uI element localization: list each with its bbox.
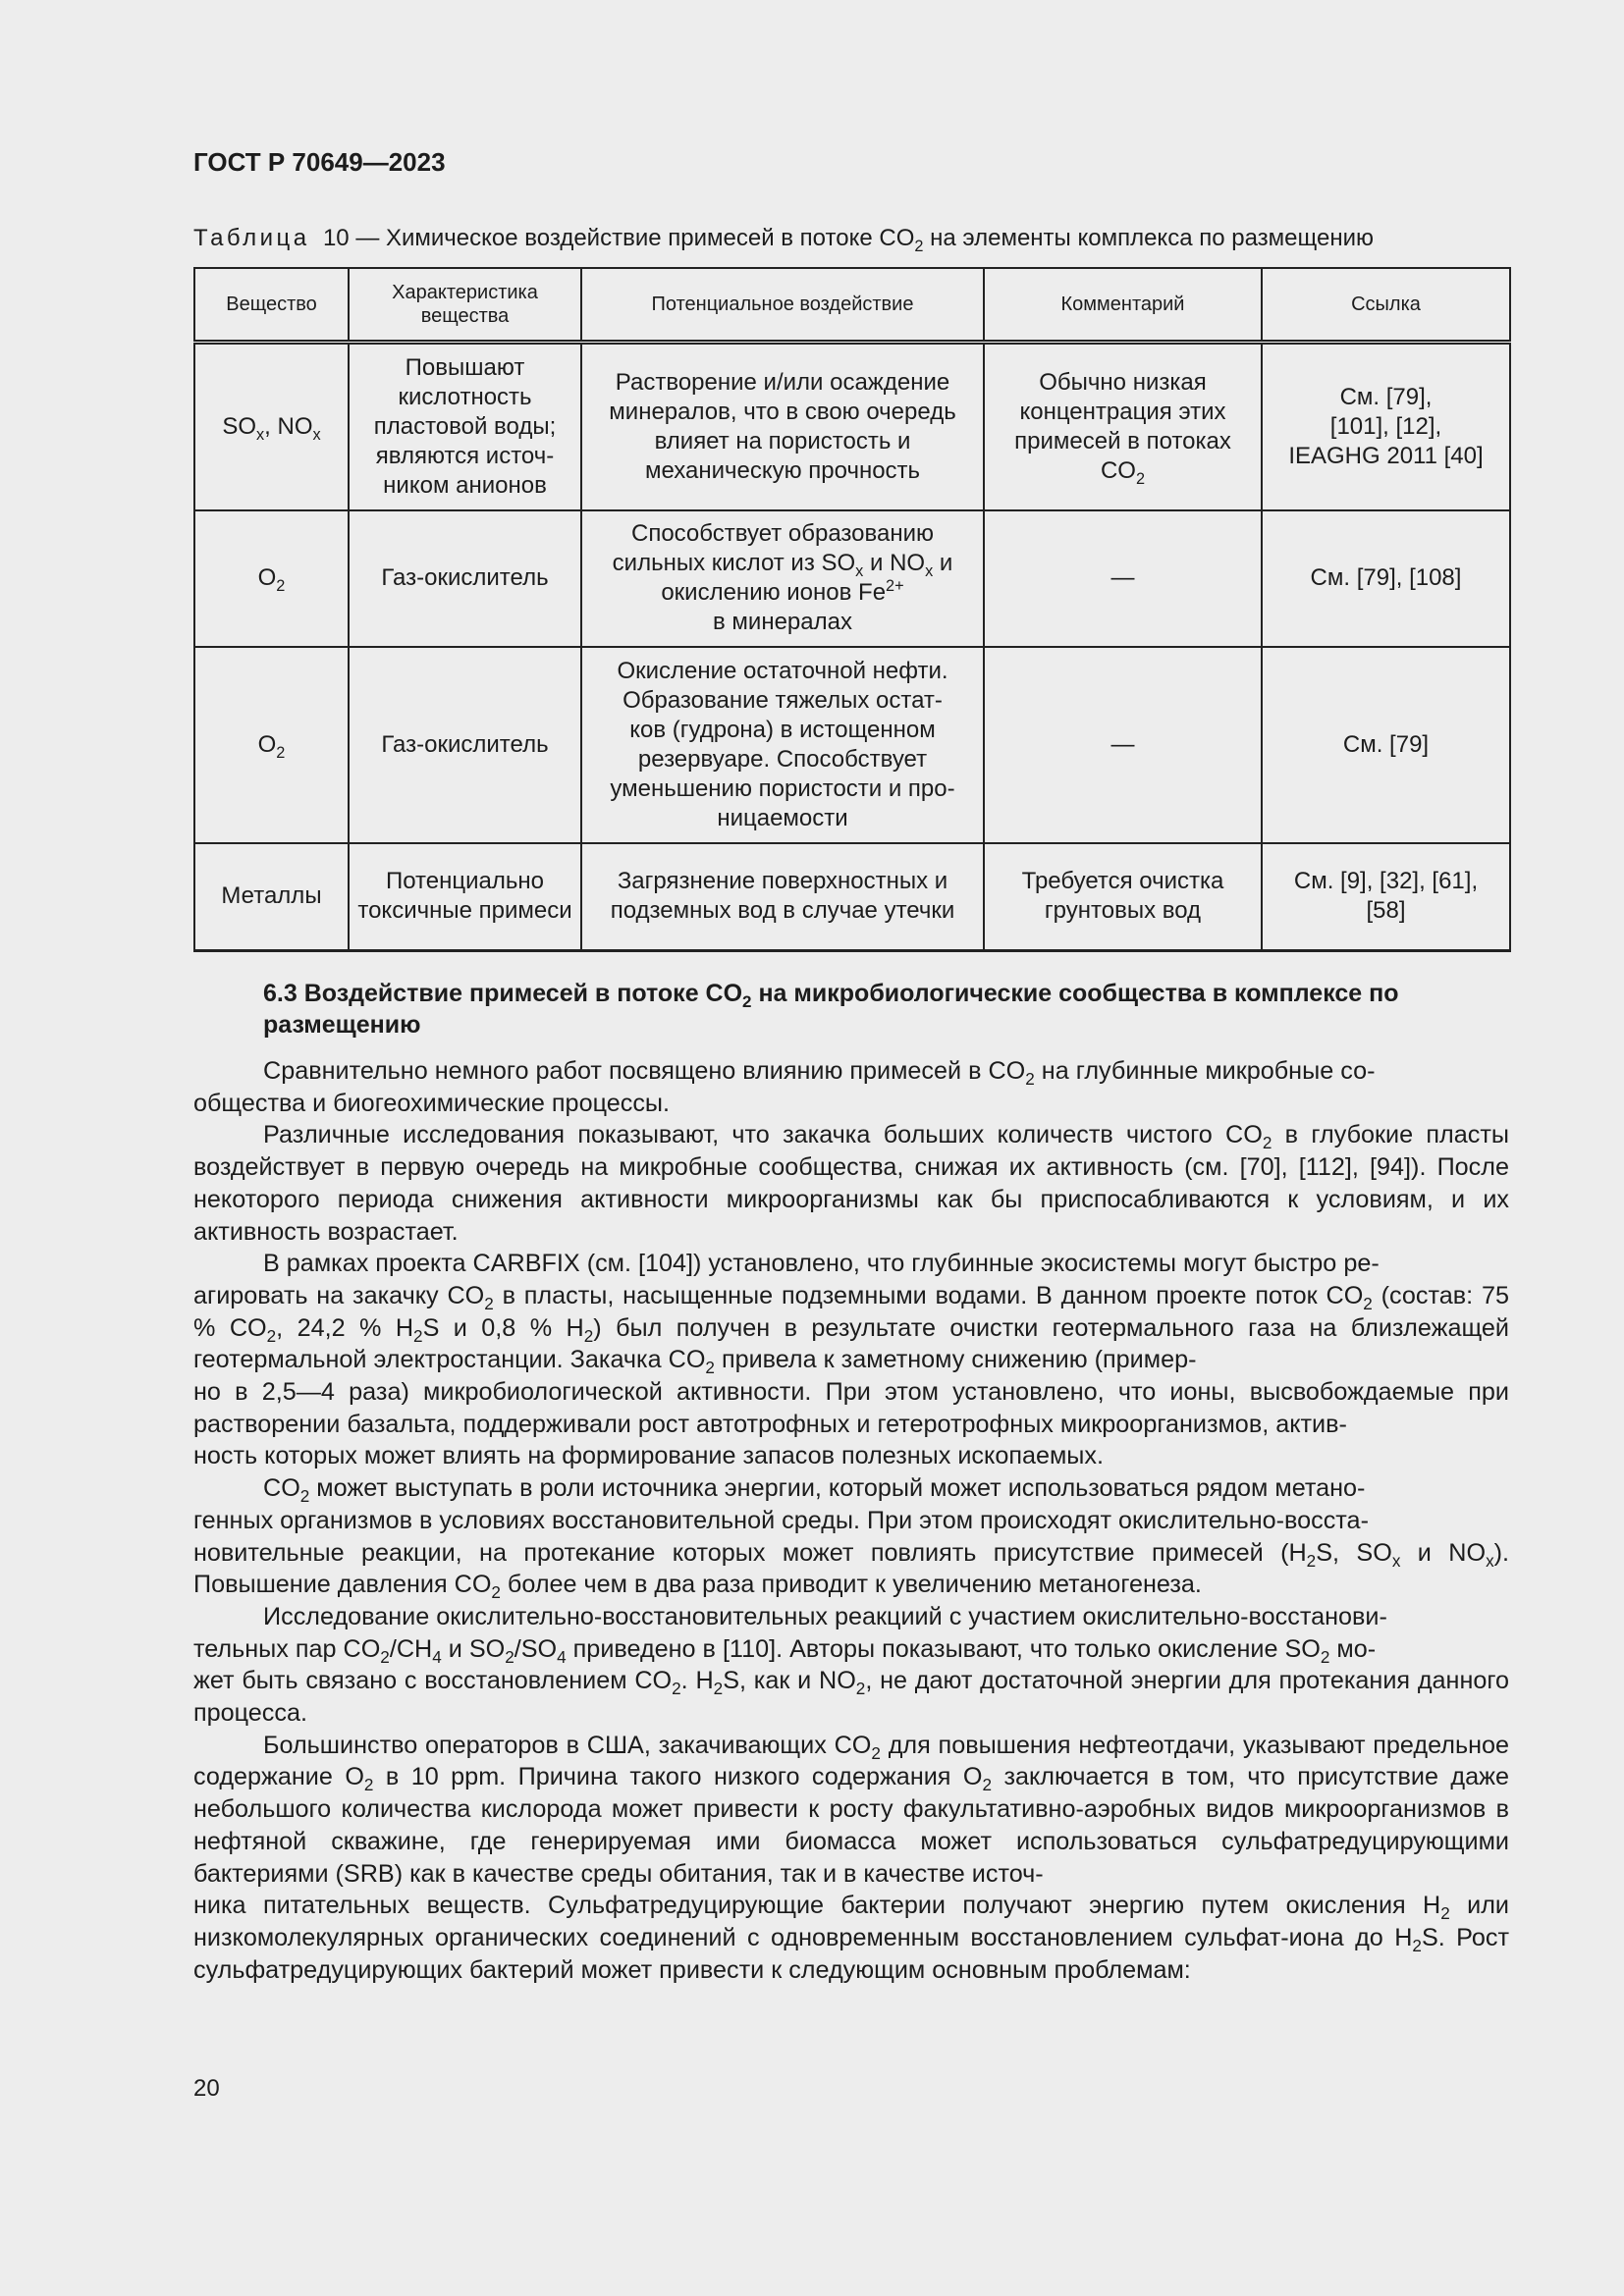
- paragraph: $CO_2$ может выступать в роли источника энергии, который может использоваться рядом метано- генных организмов в условиях восстановительной среды. При этом происходят окислительно-восста- новительные реакции, на протекание которых может повлиять присутствие примесей ($H_2S$, $SO_x$ и $NO_x$). Повышение давления $CO_2$ более чем в два раза приводит к увеличению метаногенеза.: [193, 1474, 1510, 1603]
- table-cell: См. [9], [32], [61], [58]: [1262, 843, 1510, 951]
- body-text: [193, 1055, 1509, 1986]
- paragraph: Различные исследования показывают, что закачка больших количеств чистого $CO_2$ в глубокие пласты воздействует в первую очередь на микробные сообщества, снижая их активность (см. [70], [112], [94]). После некоторого периода снижения активности микроорганизмы как бы приспосабливаются к условиям, и их активность возрастает.: [193, 1121, 1509, 1246]
- table-caption-text: 10 — Химическое воздействие примесей в потоке $CO_2$ на элементы комплекса по размещению: [322, 225, 1374, 255]
- table-caption: [193, 225, 1374, 255]
- table-header-row: [194, 268, 1510, 343]
- table-cell: Способствует образованию сильных кислот из $SO_x$ и $NO_x$ и окислению ионов $Fe^{2+}$ в минералах: [581, 510, 984, 647]
- table-cell: $O_2$: [194, 510, 349, 647]
- paragraph: Исследование окислительно-восстановительных реакциий с участием окислительно-восстанови- тельных пар $CO_2/CH_4$ и $SO_2/SO_4$ приведено в [110]. Авторы показывают, что только окисление $SO_2$ мо- жет быть связано с восстановлением $CO_2$. $H_2S$, как и $NO_2$, не дают достаточной энергии для протекания данного процесса.: [193, 1602, 1510, 1728]
- table-row: [194, 843, 1510, 951]
- table-row: [194, 343, 1510, 510]
- table-cell: Обычно низкая концентрация этих примесей в потоках $CO_2$: [984, 343, 1262, 510]
- table-cell: —: [984, 510, 1262, 647]
- column-header: Комментарий: [984, 268, 1262, 343]
- impurities-table: [193, 267, 1511, 952]
- table-cell: $O_2$: [194, 647, 349, 843]
- table-row: [194, 647, 1510, 843]
- paragraph: Сравнительно немного работ посвящено влиянию примесей в $CO_2$ на глубинные микробные со- общества и биогеохимические процессы.: [193, 1057, 1376, 1117]
- paragraph: В рамках проекта CARBFIX (см. [104]) установлено, что глубинные экосистемы могут быстро ре- агировать на закачку $CO_2$ в пласты, насыщенные подземными водами. В данном проекте поток $CO_2$ (состав: 75 % $CO_2$, 24,2 % $H_2S$ и 0,8 % $H_2$) был получен в результате очистки геотермального газа на близлежащей геотермальной электростанции. Закачка $CO_2$ привела к заметному снижению (пример- но в 2,5—4 раза) микробиологической активности. При этом установлено, что ионы, высвобождаемые при растворении базальта, поддерживали рост автотрофных и гетеротрофных микроорганизмов, актив- ность которых может влиять на формирование запасов полезных ископаемых.: [193, 1250, 1509, 1470]
- table-cell: Загрязнение поверхностных и подземных вод в случае утечки: [581, 843, 984, 951]
- table-cell: См. [79]: [1262, 647, 1510, 843]
- table-cell: $SO_x$, $NO_x$: [194, 343, 349, 510]
- column-header: Ссылка: [1262, 268, 1510, 343]
- column-header: Вещество: [194, 268, 349, 343]
- table-row: [194, 510, 1510, 647]
- table-cell: См. [79], [108]: [1262, 510, 1510, 647]
- column-header: Характеристика вещества: [349, 268, 581, 343]
- table-caption-word: Таблица: [193, 225, 310, 251]
- section-heading: 6.3 Воздействие примесей в потоке $CO_2$ на микробиологические сообщества в комплексе по размещению: [263, 980, 1399, 1039]
- page-number: 20: [193, 2075, 220, 2102]
- table-cell: Потенциально токсичные примеси: [349, 843, 581, 951]
- table-cell: См. [79], [101], [12], IEAGHG 2011 [40]: [1262, 343, 1510, 510]
- table-cell: Повышают кислотность пластовой воды; являются источ- ником анионов: [349, 343, 581, 510]
- table-cell: —: [984, 647, 1262, 843]
- document-code: ГОСТ Р 70649—2023: [193, 147, 446, 177]
- table-cell: Окисление остаточной нефти. Образование тяжелых остат- ков (гудрона) в истощенном резервуаре. Способствует уменьшению пористости и про- ницаемости: [581, 647, 984, 843]
- table-cell: Газ-окислитель: [349, 647, 581, 843]
- paragraph: Большинство операторов в США, закачивающих $CO_2$ для повышения нефтеотдачи, указывают предельное содержание $O_2$ в 10 ppm. Причина такого низкого содержания $O_2$ заключается в том, что присутствие даже небольшого количества кислорода может привести к росту факультативно-аэробных видов микроорганизмов в нефтяной скважине, где генерируемая ими биомасса может использоваться сульфатредуцирующими бактериями (SRB) как в качестве среды обитания, так и в качестве источ- ника питательных веществ. Сульфатредуцирующие бактерии получают энергию путем окисления $H_2$ или низкомолекулярных органических соединений с одновременным восстановлением сульфат-иона до $H_2S$. Рост сульфатредуцирующих бактерий может привести к следующим основным проблемам:: [193, 1731, 1509, 1984]
- table-cell: Растворение и/или осаждение минералов, что в свою очередь влияет на пористость и механическую прочность: [581, 343, 984, 510]
- table-cell: Газ-окислитель: [349, 510, 581, 647]
- table-cell: Требуется очистка грунтовых вод: [984, 843, 1262, 951]
- column-header: Потенциальное воздействие: [581, 268, 984, 343]
- table-cell: Металлы: [194, 843, 349, 951]
